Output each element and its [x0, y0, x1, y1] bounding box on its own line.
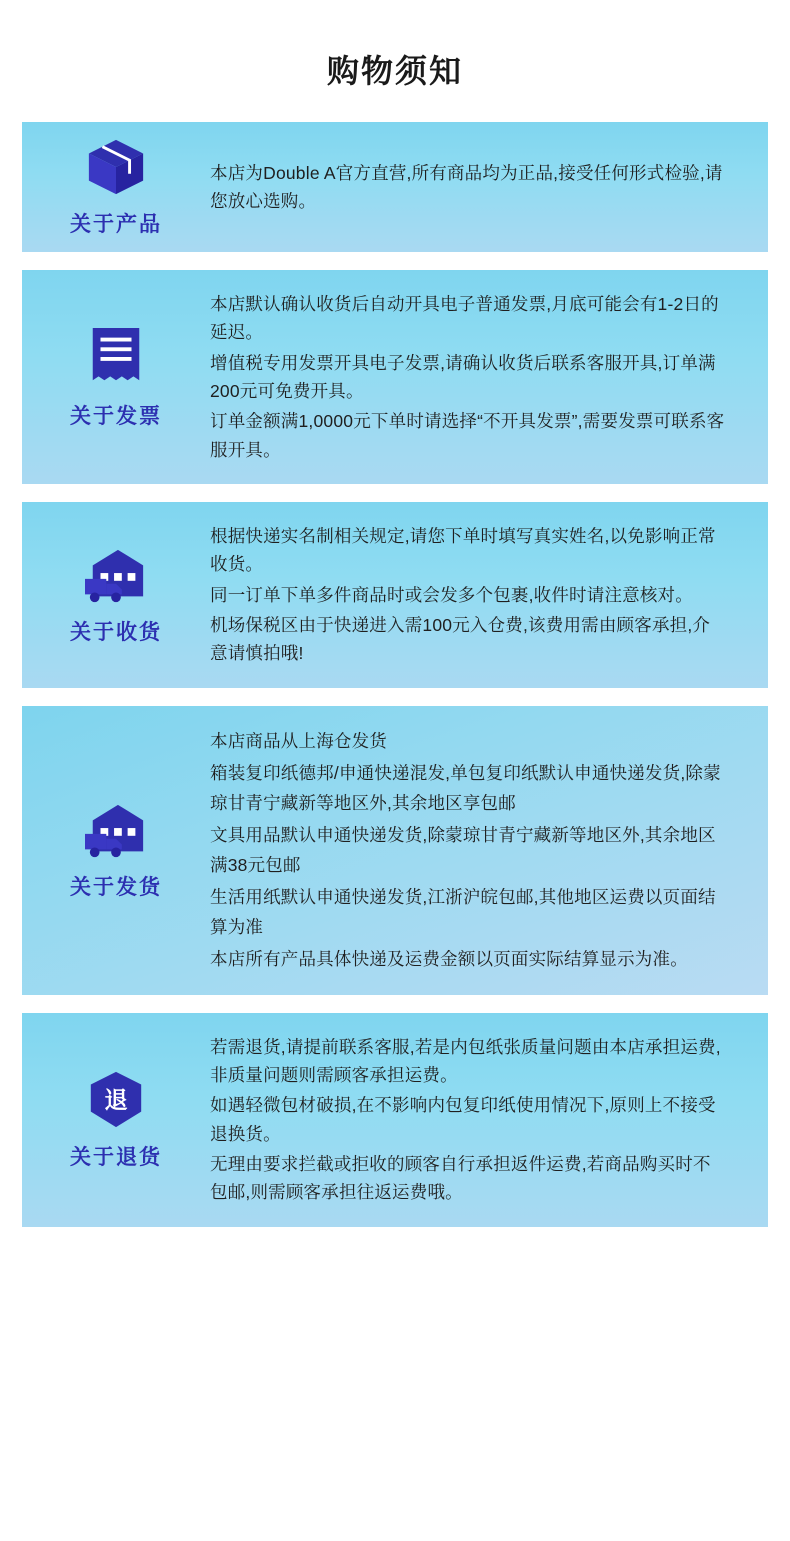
box-icon	[85, 136, 147, 198]
notice-paragraph: 无理由要求拦截或拒收的顾客自行承担返件运费,若商品购买时不包邮,则需顾客承担往返运费哦。	[210, 1153, 711, 1203]
notice-paragraph: 生活用纸默认申通快递发货,江浙沪皖包邮,其他地区运费以页面结算为准	[210, 887, 716, 938]
card-label: 关于产品	[70, 213, 162, 236]
notice-card-returns	[22, 1013, 768, 1227]
card-icon-area	[22, 122, 210, 252]
card-icon-area	[22, 785, 210, 915]
warehouse-truck-icon	[81, 544, 151, 606]
card-text-area	[210, 1013, 768, 1227]
notice-paragraph: 若需退货,请提前联系客服,若是内包纸张质量问题由本店承担运费,非质量问题则需顾客承担运费。	[210, 1036, 721, 1085]
card-text-area	[210, 270, 768, 484]
card-text-area	[210, 706, 768, 995]
notice-paragraph: 根据快递实名制相关规定,请您下单时填写真实姓名,以免影响正常收货。	[210, 526, 716, 575]
notice-paragraph: 本店默认确认收货后自动开具电子普通发票,月底可能会有1-2日的延迟。	[210, 294, 719, 343]
notice-paragraph: 本店商品从上海仓发货	[210, 730, 387, 751]
notice-paragraph: 机场保税区由于快递进入需100元入仓费,该费用需由顾客承担,介意请慎拍哦!	[210, 615, 711, 664]
notice-paragraph: 增值税专用发票开具电子发票,请确认收货后联系客服开具,订单满200元可免费开具。	[210, 352, 716, 402]
notice-card-receiving	[22, 502, 768, 688]
page-title: 购物须知	[326, 53, 463, 89]
card-text-area	[210, 502, 768, 688]
notice-paragraph: 箱装复印纸德邦/申通快递混发,单包复印纸默认申通快递发货,除蒙琼甘青宁藏新等地区外,其余地区享包邮	[210, 762, 721, 813]
notice-paragraph: 订单金额满1,0000元下单时请选择“不开具发票”,需要发票可联系客服开具。	[210, 411, 725, 460]
notice-paragraph: 文具用品默认申通快递发货,除蒙琼甘青宁藏新等地区外,其余地区满38元包邮	[210, 825, 716, 876]
invoice-icon	[85, 324, 147, 390]
card-label: 关于收货	[70, 620, 162, 644]
card-label: 关于发票	[70, 405, 162, 429]
notice-paragraph: 如遇轻微包材破损,在不影响内包复印纸使用情况下,原则上不接受退换货。	[210, 1095, 716, 1144]
card-icon-area	[22, 1055, 210, 1185]
notice-paragraph: 本店为Double A官方直营,所有商品均为正品,接受任何形式检验,请您放心选购。	[210, 162, 723, 211]
notice-paragraph: 本店所有产品具体快递及运费金额以页面实际结算显示为准。	[210, 949, 688, 970]
warehouse-truck-icon	[81, 799, 151, 861]
notice-card-product	[22, 122, 768, 252]
card-icon-area	[22, 310, 210, 444]
card-icon-area	[22, 530, 210, 660]
card-text-area	[210, 139, 768, 236]
notice-card-invoice	[22, 270, 768, 484]
card-label: 关于发货	[70, 876, 162, 900]
card-label: 关于退货	[70, 1145, 162, 1169]
notice-paragraph: 同一订单下单多件商品时或会发多个包裹,收件时请注意核对。	[210, 584, 693, 605]
return-icon	[85, 1069, 147, 1131]
notice-card-shipping	[22, 706, 768, 995]
svg-text:退: 退	[104, 1086, 128, 1113]
